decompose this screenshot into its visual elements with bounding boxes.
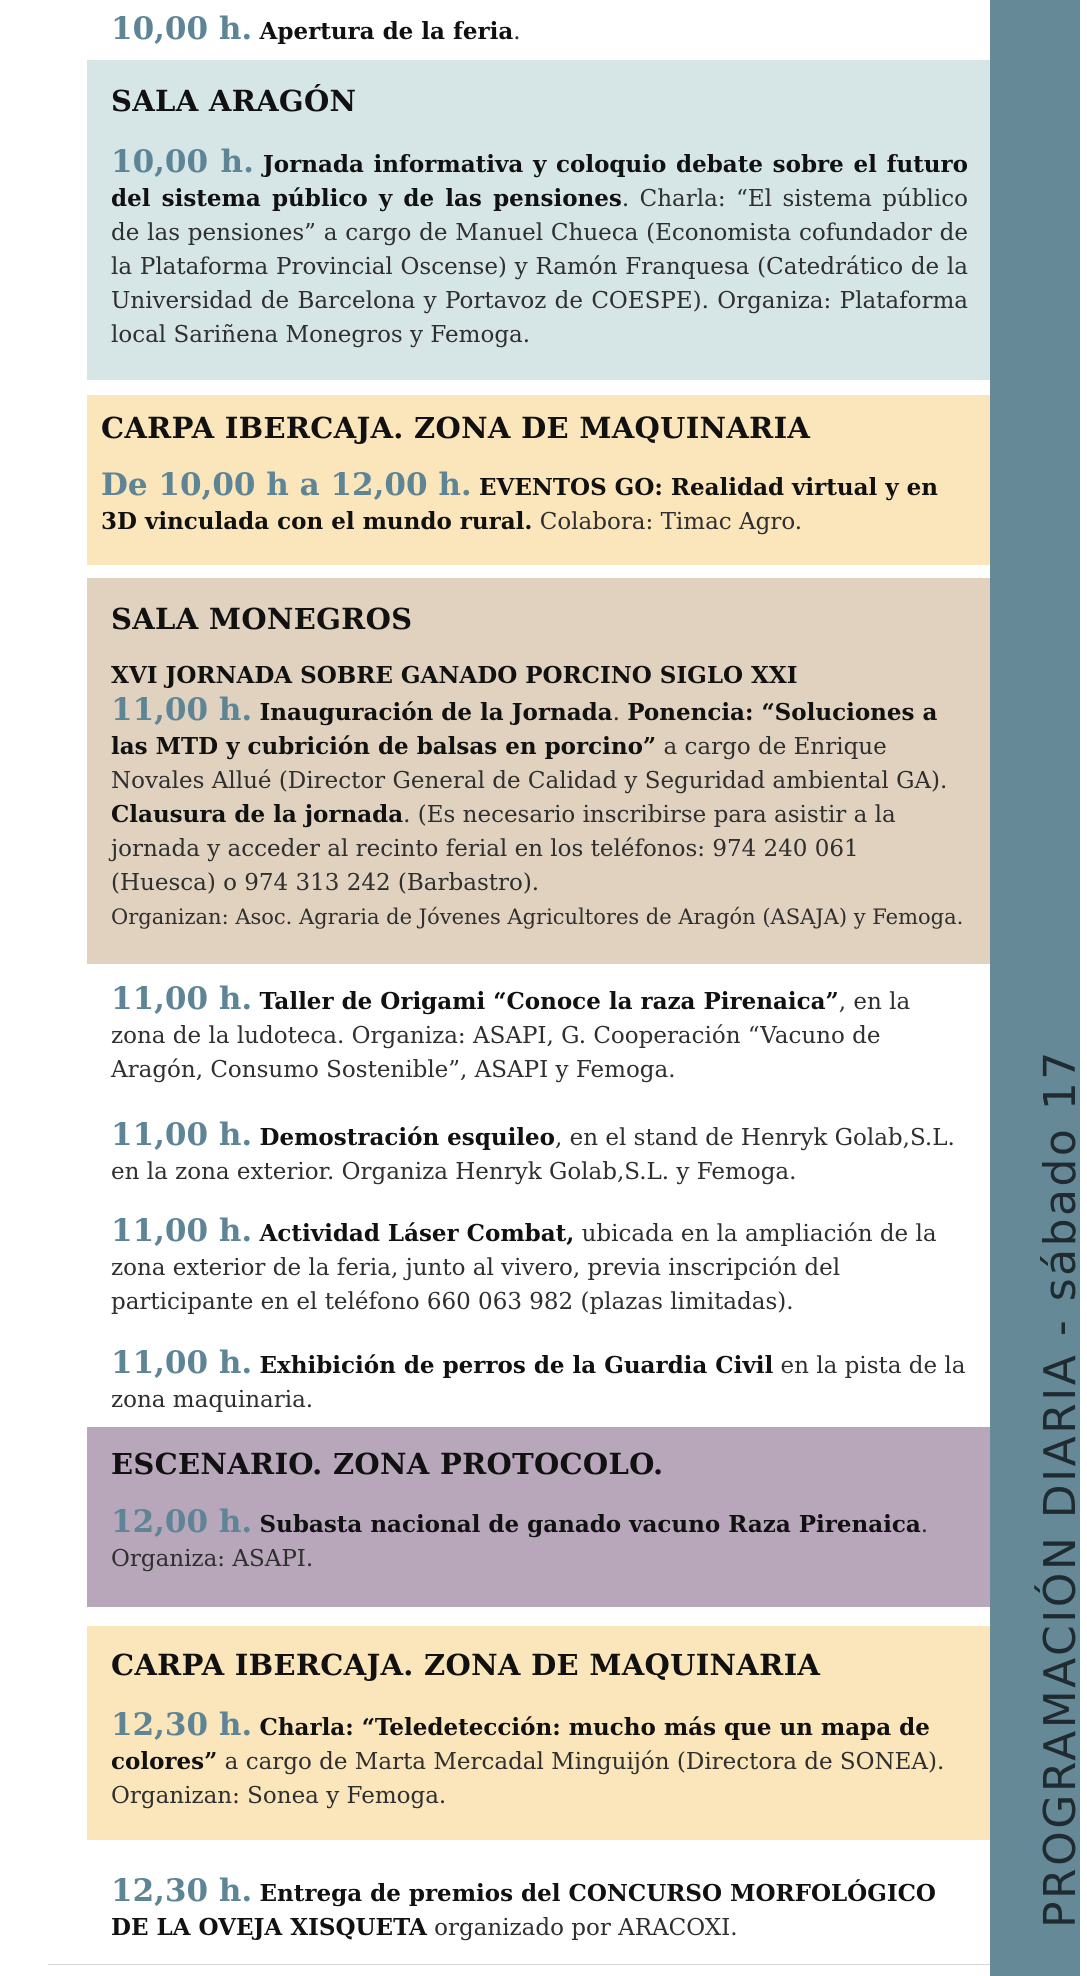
event-desc: . Charla: “El sistema público de las pensiones” a cargo de Manuel Chueca (Economista cofundador de la Plataforma Provincial Oscense) y Ramón Franquesa (Catedrático de la Universidad de Barcelona y Portavoz de COESPE). Organiza: Plataforma local Sariñena Monegros y Femoga. — [111, 186, 968, 348]
event-title: Inauguración de la Jornada — [259, 699, 613, 726]
event-desc: . — [513, 19, 521, 45]
event-time: 10,00 h. — [111, 144, 254, 180]
event-desc: , en la zona de la ludoteca. Organiza: ASAPI, G. Cooperación “Vacuno de Aragón, Consumo Sostenible”, ASAPI y Femoga. — [111, 989, 911, 1083]
event-title: EVENTOS GO: Realidad virtual y en 3D vinculada con el mundo rural. — [101, 474, 938, 535]
section-carpa-ibercaja-1 — [87, 395, 990, 565]
event-desc: ubicada en la ampliación de la zona exterior de la feria, junto al vivero, previa inscripción del participante en el teléfono 660 063 982 (plazas limitadas). — [111, 1221, 937, 1315]
sidebar-title: PROGRAMACIÓN DIARIA - sábado 17 — [1035, 1049, 1086, 1928]
event-apertura — [87, 12, 990, 62]
event-time: 10,00 h. — [111, 11, 253, 47]
event-desc: a cargo de Marta Mercadal Minguijón (Directora de SONEA). Organizan: Sonea y Femoga. — [111, 1749, 945, 1809]
event-perros — [87, 1346, 990, 1426]
event-desc: en la pista de la zona maquinaria. — [111, 1353, 966, 1413]
event-origami — [87, 982, 990, 1092]
event-time: 11,00 h. — [111, 981, 253, 1017]
event-time: 12,00 h. — [111, 1504, 253, 1540]
section-heading: CARPA IBERCAJA. ZONA DE MAQUINARIA — [101, 411, 811, 445]
event-desc: a cargo de Enrique Novales Allué (Director General de Calidad y Seguridad ambiental GA). — [111, 734, 948, 794]
event-desc: Colabora: Timac Agro. — [532, 509, 803, 535]
section-sala-aragon — [87, 60, 990, 380]
event-desc: . Organiza: ASAPI. — [111, 1512, 929, 1572]
event-title: Apertura de la feria — [259, 18, 514, 45]
event-title: Taller de Origami “Conoce la raza Pirenaica” — [259, 988, 839, 1015]
event-title: Jornada informativa y coloquio debate sobre el futuro del sistema público y de las pensiones — [111, 151, 968, 212]
event-time: 11,00 h. — [111, 1213, 253, 1249]
section-subheading: XVI JORNADA SOBRE GANADO PORCINO SIGLO XXI — [111, 662, 798, 689]
event-desc: , en el stand de Henryk Golab,S.L. en la zona exterior. Organiza Henryk Golab,S.L. y Femoga. — [111, 1125, 955, 1185]
event-time: 11,00 h. — [111, 692, 253, 728]
section-heading: CARPA IBERCAJA. ZONA DE MAQUINARIA — [111, 1648, 821, 1682]
event-time: 12,30 h. — [111, 1873, 253, 1909]
event-title: Actividad Láser Combat, — [259, 1220, 575, 1247]
section-heading: SALA ARAGÓN — [111, 84, 357, 118]
section-carpa-ibercaja-2 — [87, 1626, 990, 1840]
event-closing: Clausura de la jornada — [111, 801, 404, 828]
event-title: Exhibición de perros de la Guardia Civil — [259, 1352, 774, 1379]
event-organizers: Organizan: Asoc. Agraria de Jóvenes Agricultores de Aragón (ASAJA) y Femoga. — [111, 905, 964, 929]
event-laser-combat — [87, 1214, 990, 1324]
event-desc: . (Es necesario inscribirse para asistir a la jornada y acceder al recinto ferial en los teléfonos: 974 240 061 (Huesca) o 974 313 242 (Barbastro). — [111, 802, 896, 896]
section-sala-monegros — [87, 578, 990, 964]
bottom-divider — [48, 1964, 990, 1965]
event-title: Entrega de premios del CONCURSO MORFOLÓGICO DE LA OVEJA XISQUETA — [111, 1880, 936, 1941]
event-title: Demostración esquileo — [259, 1124, 556, 1151]
event-time: 12,30 h. — [111, 1707, 253, 1743]
section-heading: ESCENARIO. ZONA PROTOCOLO. — [111, 1447, 664, 1481]
event-time: De 10,00 h a 12,00 h. — [101, 467, 472, 503]
event-desc: organizado por ARACOXI. — [426, 1915, 738, 1941]
event-time: 11,00 h. — [111, 1345, 253, 1381]
event-premios — [87, 1874, 990, 1954]
event-title: Charla: “Teledetección: mucho más que un mapa de colores” — [111, 1714, 930, 1775]
section-escenario — [87, 1427, 990, 1607]
event-talk: Ponencia: “Soluciones a las MTD y cubrición de balsas en porcino” — [111, 699, 938, 760]
event-time: 11,00 h. — [111, 1117, 253, 1153]
event-esquileo — [87, 1118, 990, 1198]
separator-text: . — [612, 700, 628, 726]
event-title: Subasta nacional de ganado vacuno Raza Pirenaica — [259, 1511, 921, 1538]
section-heading: SALA MONEGROS — [111, 602, 413, 636]
